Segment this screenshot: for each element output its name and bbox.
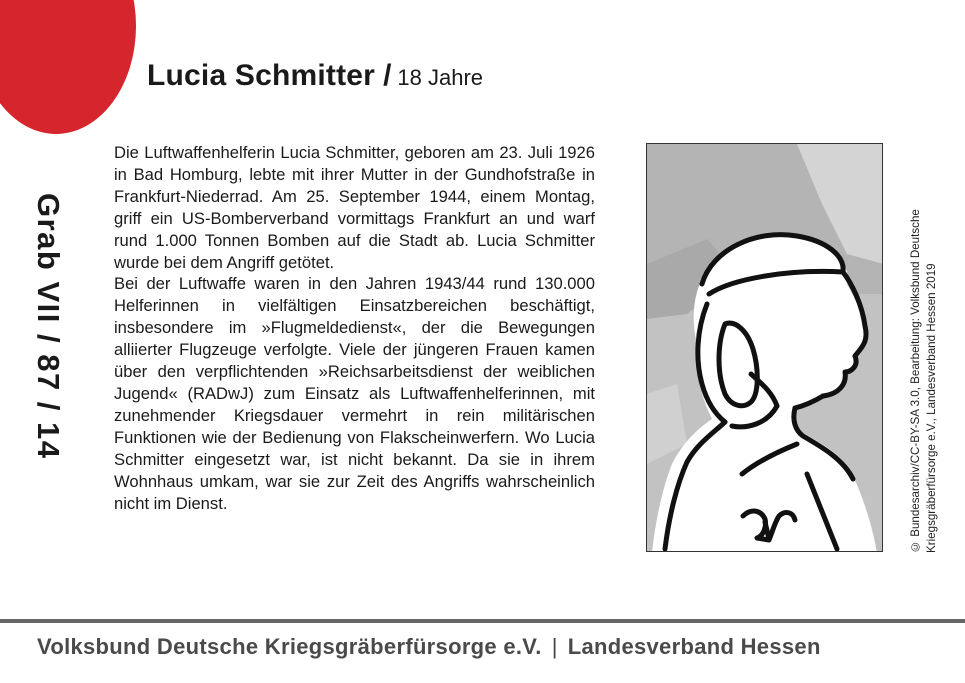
portrait-drawing (647, 144, 883, 552)
biography-paragraph-2: Bei der Luftwaffe waren in den Jahren 1943/44 rund 130.000 Helferinnen in vielfältigen Einsatzbereichen beschäftigt, insbesondere im »Flugmeldedienst«, der die Bewegungen alliierter Flugzeuge verfolgte. Viele der jüngeren Frauen kamen über den verpflichtenden »Reichsarbeitsdienst der weiblichen Jugend« (RADwJ) zum Einsatz als Luftwaffenhelferinnen, mit zunehmender Kriegsdauer vermehrt in rein militärischen Funktionen wie der Bedienung von Flakscheinwerfern. Wo Lucia Schmitter eingesetzt war, ist nicht bekannt. Da sie in ihrem Wohnhaus umkam, war sie zur Zeit des Angriffs wahrscheinlich nicht im Dienst. (114, 274, 595, 513)
footer-regional-association: Landesverband Hessen (567, 634, 821, 659)
red-circle-decoration (0, 0, 136, 134)
page-title (147, 58, 483, 96)
person-age: 18 Jahre (397, 65, 484, 90)
image-credit: © Bundesarchiv/CC-BY-SA 3.0, Bearbeitung: Volksbund Deutsche Kriegsgräberfürsorge e.V., Landesverband Hessen 2019 (909, 209, 938, 553)
biography-paragraph-1: Die Luftwaffenhelferin Lucia Schmitter, geboren am 23. Juli 1926 in Bad Homburg, lebte mit ihrer Mutter in der Gundhofstraße in Frankfurt-Niederrad. Am 25. September 1944, einem Montag, griff ein US-Bomberverband vormittags Frankfurt an und warf rund 1.000 Tonnen Bomben auf die Stadt ab. Lucia Schmitter wurde bei dem Angriff getötet. (114, 143, 595, 272)
biography-text (114, 142, 595, 514)
footer (37, 632, 821, 662)
footer-divider (0, 619, 965, 623)
portrait-illustration (646, 143, 883, 552)
person-name: Lucia Schmitter (147, 59, 376, 92)
footer-organization: Volksbund Deutsche Kriegsgräberfürsorge e.V. (37, 634, 542, 659)
footer-separator: | (551, 634, 558, 659)
grave-number: Grab VII / 87 / 14 (31, 193, 66, 460)
title-slash: / (383, 59, 392, 92)
